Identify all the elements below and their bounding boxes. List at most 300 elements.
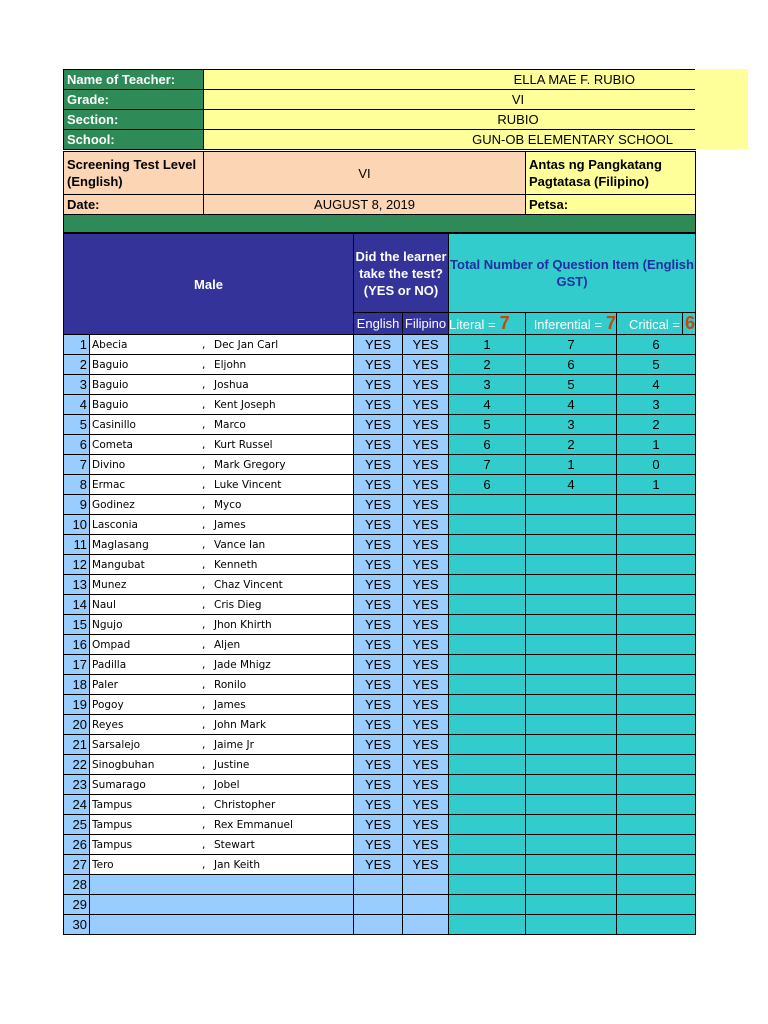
last-name: Abecia <box>92 338 128 351</box>
english-taken-cell[interactable]: YES <box>354 675 403 695</box>
table-row <box>64 455 696 475</box>
critical-score-cell[interactable] <box>617 495 696 515</box>
literal-score-cell[interactable] <box>449 615 526 635</box>
literal-score-cell[interactable] <box>449 835 526 855</box>
inferential-score-cell[interactable] <box>526 895 617 915</box>
table-row <box>64 375 696 395</box>
table-row <box>64 755 696 775</box>
critical-score-cell[interactable] <box>617 735 696 755</box>
inferential-score-cell[interactable] <box>526 815 617 835</box>
literal-score-cell[interactable] <box>449 575 526 595</box>
screening-value[interactable]: VI <box>203 151 526 195</box>
english-col-header: English <box>354 313 403 335</box>
grade-label: Grade: <box>63 89 204 110</box>
filipino-taken-cell[interactable]: YES <box>403 475 449 495</box>
last-name: Tampus <box>92 838 133 851</box>
literal-score-cell[interactable] <box>449 895 526 915</box>
english-taken-cell[interactable]: YES <box>354 335 403 355</box>
filipino-taken-cell[interactable]: YES <box>403 335 449 355</box>
english-taken-cell[interactable]: YES <box>354 495 403 515</box>
filipino-taken-cell[interactable]: YES <box>403 795 449 815</box>
inferential-score-cell[interactable] <box>526 875 617 895</box>
inferential-score-cell[interactable] <box>526 675 617 695</box>
filipino-taken-cell[interactable]: YES <box>403 835 449 855</box>
literal-score-cell[interactable]: 6 <box>449 475 526 495</box>
row-number: 13 <box>64 575 90 595</box>
critical-score-cell[interactable] <box>617 855 696 875</box>
last-name: Divino <box>92 458 126 471</box>
last-name: Cometa <box>92 438 133 451</box>
school-label: School: <box>63 129 204 150</box>
name-separator: , <box>202 618 206 631</box>
row-number: 19 <box>64 695 90 715</box>
last-name: Godinez <box>92 498 135 511</box>
literal-score-cell[interactable] <box>449 635 526 655</box>
table-row <box>64 675 696 695</box>
inferential-score-cell[interactable]: 6 <box>526 355 617 375</box>
english-taken-cell[interactable]: YES <box>354 695 403 715</box>
filipino-col-header: Filipino <box>403 313 449 335</box>
filipino-taken-cell[interactable]: YES <box>403 715 449 735</box>
literal-score-cell[interactable]: 1 <box>449 335 526 355</box>
last-name: Ermac <box>92 478 126 491</box>
table-row <box>64 515 696 535</box>
english-taken-cell[interactable]: YES <box>354 555 403 575</box>
student-table <box>63 233 696 935</box>
critical-score-cell[interactable]: 4 <box>617 375 696 395</box>
name-separator: , <box>202 338 206 351</box>
last-name: Baguio <box>92 398 129 411</box>
first-name: Kurt Russel <box>214 438 273 451</box>
last-name: Munez <box>92 578 127 591</box>
literal-score-cell[interactable] <box>449 915 526 935</box>
inferential-score-cell[interactable] <box>526 775 617 795</box>
first-name: Myco <box>214 498 242 511</box>
last-name: Lasconia <box>92 518 138 531</box>
learner-name-cell[interactable] <box>90 875 354 895</box>
learner-name-cell[interactable] <box>90 915 354 935</box>
learner-name-cell[interactable] <box>90 375 354 395</box>
school-value[interactable]: GUN-OB ELEMENTARY SCHOOL <box>203 129 696 150</box>
row-number: 28 <box>64 875 90 895</box>
date-value[interactable]: AUGUST 8, 2019 <box>203 194 526 215</box>
table-row <box>64 795 696 815</box>
literal-score-cell[interactable]: 4 <box>449 395 526 415</box>
literal-score-cell[interactable] <box>449 515 526 535</box>
row-number: 22 <box>64 755 90 775</box>
table-row <box>64 655 696 675</box>
learner-name-cell[interactable] <box>90 495 354 515</box>
critical-score-cell[interactable]: 5 <box>617 355 696 375</box>
last-name: Tampus <box>92 818 133 831</box>
filipino-taken-cell[interactable]: YES <box>403 455 449 475</box>
filipino-taken-cell[interactable]: YES <box>403 755 449 775</box>
literal-score-cell[interactable] <box>449 535 526 555</box>
take-test-header: Did the learner take the test? (YES or NO) <box>354 234 449 313</box>
critical-score-cell[interactable] <box>617 775 696 795</box>
learner-name-cell[interactable] <box>90 575 354 595</box>
last-name: Maglasang <box>92 538 149 551</box>
literal-label: Literal = <box>449 317 496 332</box>
inferential-score-cell[interactable] <box>526 735 617 755</box>
row-number: 3 <box>64 375 90 395</box>
filipino-taken-cell[interactable]: YES <box>403 735 449 755</box>
english-taken-cell[interactable] <box>354 895 403 915</box>
table-row <box>64 415 696 435</box>
english-taken-cell[interactable]: YES <box>354 415 403 435</box>
critical-score-cell[interactable]: 1 <box>617 475 696 495</box>
antas-label: Antas ng Pangkatang Pagtatasa (Filipino) <box>525 151 696 195</box>
english-taken-cell[interactable]: YES <box>354 395 403 415</box>
critical-score-cell[interactable] <box>617 815 696 835</box>
inferential-score-cell[interactable] <box>526 915 617 935</box>
learner-name-cell[interactable] <box>90 535 354 555</box>
learner-name-cell[interactable] <box>90 755 354 775</box>
literal-score-cell[interactable] <box>449 795 526 815</box>
english-taken-cell[interactable] <box>354 875 403 895</box>
literal-score-cell[interactable] <box>449 755 526 775</box>
yellow-fill <box>695 89 748 109</box>
learner-name-cell[interactable] <box>90 895 354 915</box>
critical-col-header <box>617 313 696 335</box>
critical-score-cell[interactable] <box>617 555 696 575</box>
english-taken-cell[interactable]: YES <box>354 595 403 615</box>
inferential-score-cell[interactable]: 5 <box>526 375 617 395</box>
literal-score-cell[interactable] <box>449 815 526 835</box>
critical-score-cell[interactable] <box>617 595 696 615</box>
table-row <box>64 835 696 855</box>
filipino-taken-cell[interactable]: YES <box>403 595 449 615</box>
inferential-score-cell[interactable] <box>526 595 617 615</box>
literal-score-cell[interactable]: 6 <box>449 435 526 455</box>
row-number: 10 <box>64 515 90 535</box>
english-taken-cell[interactable]: YES <box>354 715 403 735</box>
filipino-taken-cell[interactable]: YES <box>403 355 449 375</box>
critical-score-cell[interactable] <box>617 835 696 855</box>
critical-score-cell[interactable] <box>617 895 696 915</box>
critical-score-cell[interactable] <box>617 615 696 635</box>
table-row <box>64 715 696 735</box>
learner-name-cell[interactable] <box>90 655 354 675</box>
literal-score-cell[interactable] <box>449 715 526 735</box>
filipino-taken-cell[interactable]: YES <box>403 855 449 875</box>
row-number: 15 <box>64 615 90 635</box>
first-name: Kent Joseph <box>214 398 276 411</box>
first-name: Kenneth <box>214 558 258 571</box>
inferential-score-cell[interactable] <box>526 655 617 675</box>
critical-score-cell[interactable] <box>617 695 696 715</box>
english-taken-cell[interactable]: YES <box>354 615 403 635</box>
inferential-score-cell[interactable] <box>526 855 617 875</box>
literal-score-cell[interactable] <box>449 595 526 615</box>
row-number: 5 <box>64 415 90 435</box>
learner-name-cell[interactable] <box>90 455 354 475</box>
inferential-score-cell[interactable] <box>526 795 617 815</box>
table-row <box>64 775 696 795</box>
critical-score-cell[interactable]: 2 <box>617 415 696 435</box>
table-row <box>64 635 696 655</box>
filipino-taken-cell[interactable]: YES <box>403 415 449 435</box>
learner-name-cell[interactable] <box>90 855 354 875</box>
critical-score-cell[interactable] <box>617 515 696 535</box>
learner-name-cell[interactable] <box>90 815 354 835</box>
last-name: Naul <box>92 598 116 611</box>
critical-score-cell[interactable] <box>617 535 696 555</box>
learner-name-cell[interactable] <box>90 715 354 735</box>
name-separator: , <box>202 838 206 851</box>
last-name: Casinillo <box>92 418 136 431</box>
literal-score-cell[interactable] <box>449 735 526 755</box>
teacher-value[interactable]: ELLA MAE F. RUBIO <box>203 69 696 90</box>
row-number: 29 <box>64 895 90 915</box>
name-separator: , <box>202 698 206 711</box>
row-number: 17 <box>64 655 90 675</box>
inferential-score-cell[interactable]: 3 <box>526 415 617 435</box>
row-number: 12 <box>64 555 90 575</box>
table-row <box>64 895 696 915</box>
english-taken-cell[interactable]: YES <box>354 575 403 595</box>
filipino-taken-cell[interactable] <box>403 895 449 915</box>
teacher-label: Name of Teacher: <box>63 69 204 90</box>
name-separator: , <box>202 418 206 431</box>
learner-name-cell[interactable] <box>90 695 354 715</box>
inferential-score-cell[interactable] <box>526 835 617 855</box>
learner-name-cell[interactable] <box>90 635 354 655</box>
inferential-score-cell[interactable] <box>526 615 617 635</box>
english-taken-cell[interactable]: YES <box>354 375 403 395</box>
inferential-score-cell[interactable] <box>526 555 617 575</box>
name-separator: , <box>202 798 206 811</box>
english-taken-cell[interactable]: YES <box>354 835 403 855</box>
filipino-taken-cell[interactable]: YES <box>403 695 449 715</box>
filipino-taken-cell[interactable] <box>403 915 449 935</box>
literal-score-cell[interactable] <box>449 495 526 515</box>
name-separator: , <box>202 378 206 391</box>
learner-name-cell[interactable] <box>90 415 354 435</box>
table-row <box>64 875 696 895</box>
learner-name-cell[interactable] <box>90 615 354 635</box>
last-name: Paler <box>92 678 118 691</box>
inferential-score-cell[interactable] <box>526 535 617 555</box>
name-separator: , <box>202 658 206 671</box>
learner-name-cell[interactable] <box>90 475 354 495</box>
name-separator: , <box>202 358 206 371</box>
table-row <box>64 915 696 935</box>
literal-score-cell[interactable] <box>449 875 526 895</box>
yellow-fill <box>695 129 748 149</box>
yellow-fill <box>695 109 748 129</box>
table-row <box>64 615 696 635</box>
english-taken-cell[interactable]: YES <box>354 735 403 755</box>
literal-score-cell[interactable] <box>449 695 526 715</box>
first-name: Mark Gregory <box>214 458 286 471</box>
english-taken-cell[interactable]: YES <box>354 455 403 475</box>
critical-score-cell[interactable]: 6 <box>617 335 696 355</box>
table-row <box>64 495 696 515</box>
last-name: Pogoy <box>92 698 124 711</box>
english-taken-cell[interactable]: YES <box>354 755 403 775</box>
inferential-score-cell[interactable]: 1 <box>526 455 617 475</box>
critical-label: Critical = <box>629 317 680 332</box>
date-label: Date: <box>63 194 204 215</box>
row-number: 20 <box>64 715 90 735</box>
literal-score-cell[interactable] <box>449 555 526 575</box>
learner-name-cell[interactable] <box>90 835 354 855</box>
inferential-label: Inferential = <box>533 317 602 332</box>
english-taken-cell[interactable]: YES <box>354 435 403 455</box>
literal-score-cell[interactable] <box>449 675 526 695</box>
english-taken-cell[interactable]: YES <box>354 515 403 535</box>
inferential-score-cell[interactable]: 4 <box>526 475 617 495</box>
english-taken-cell[interactable]: YES <box>354 355 403 375</box>
name-separator: , <box>202 478 206 491</box>
yellow-fill <box>695 69 748 89</box>
english-taken-cell[interactable]: YES <box>354 535 403 555</box>
first-name: Luke Vincent <box>214 478 282 491</box>
name-separator: , <box>202 718 206 731</box>
last-name: Tampus <box>92 798 133 811</box>
critical-score-cell[interactable]: 0 <box>617 455 696 475</box>
last-name: Ngujo <box>92 618 123 631</box>
filipino-taken-cell[interactable]: YES <box>403 395 449 415</box>
literal-col-header <box>449 313 526 335</box>
learner-name-cell[interactable] <box>90 735 354 755</box>
english-taken-cell[interactable]: YES <box>354 635 403 655</box>
row-number: 7 <box>64 455 90 475</box>
literal-score-cell[interactable]: 7 <box>449 455 526 475</box>
total-items-header: Total Number of Question Item (English GST) <box>449 234 696 313</box>
critical-score-cell[interactable]: 3 <box>617 395 696 415</box>
first-name: Stewart <box>214 838 255 851</box>
name-separator: , <box>202 538 206 551</box>
first-name: Eljohn <box>214 358 247 371</box>
critical-score-cell[interactable] <box>617 675 696 695</box>
first-name: James <box>214 518 246 531</box>
table-row <box>64 555 696 575</box>
first-name: Justine <box>214 758 250 771</box>
last-name: Tero <box>92 858 114 871</box>
last-name: Sinogbuhan <box>92 758 155 771</box>
inferential-score-cell[interactable]: 2 <box>526 435 617 455</box>
english-taken-cell[interactable]: YES <box>354 775 403 795</box>
literal-score-cell[interactable]: 2 <box>449 355 526 375</box>
first-name: Jobel <box>214 778 240 791</box>
filipino-taken-cell[interactable]: YES <box>403 435 449 455</box>
english-taken-cell[interactable]: YES <box>354 475 403 495</box>
section-value[interactable]: RUBIO <box>203 109 696 130</box>
first-name: Chaz Vincent <box>214 578 283 591</box>
row-number: 25 <box>64 815 90 835</box>
english-taken-cell[interactable]: YES <box>354 855 403 875</box>
row-number: 9 <box>64 495 90 515</box>
critical-score-cell[interactable] <box>617 755 696 775</box>
first-name: Cris Dieg <box>214 598 262 611</box>
row-number: 14 <box>64 595 90 615</box>
literal-score-cell[interactable] <box>449 655 526 675</box>
filipino-taken-cell[interactable]: YES <box>403 535 449 555</box>
critical-score-cell[interactable] <box>617 575 696 595</box>
critical-value: 6 <box>682 313 695 334</box>
filipino-taken-cell[interactable]: YES <box>403 375 449 395</box>
critical-score-cell[interactable] <box>617 915 696 935</box>
row-number: 8 <box>64 475 90 495</box>
table-row <box>64 355 696 375</box>
inferential-score-cell[interactable] <box>526 715 617 735</box>
section-label: Section: <box>63 109 204 130</box>
filipino-taken-cell[interactable] <box>403 875 449 895</box>
critical-score-cell[interactable] <box>617 795 696 815</box>
learner-name-cell[interactable] <box>90 335 354 355</box>
critical-score-cell[interactable] <box>617 635 696 655</box>
english-taken-cell[interactable] <box>354 915 403 935</box>
name-separator: , <box>202 778 206 791</box>
first-name: Jan Keith <box>214 858 261 871</box>
name-separator: , <box>202 498 206 511</box>
filipino-taken-cell[interactable]: YES <box>403 495 449 515</box>
row-number: 27 <box>64 855 90 875</box>
inferential-score-cell[interactable]: 7 <box>526 335 617 355</box>
table-row <box>64 595 696 615</box>
learner-name-cell[interactable] <box>90 795 354 815</box>
literal-score-cell[interactable]: 3 <box>449 375 526 395</box>
literal-score-cell[interactable] <box>449 855 526 875</box>
male-header: Male <box>64 234 354 335</box>
learner-name-cell[interactable] <box>90 515 354 535</box>
learner-name-cell[interactable] <box>90 395 354 415</box>
critical-score-cell[interactable] <box>617 715 696 735</box>
inferential-score-cell[interactable] <box>526 695 617 715</box>
learner-name-cell[interactable] <box>90 355 354 375</box>
table-row <box>64 735 696 755</box>
filipino-taken-cell[interactable]: YES <box>403 615 449 635</box>
english-taken-cell[interactable]: YES <box>354 795 403 815</box>
filipino-taken-cell[interactable]: YES <box>403 635 449 655</box>
name-separator: , <box>202 858 206 871</box>
english-taken-cell[interactable]: YES <box>354 815 403 835</box>
filipino-taken-cell[interactable]: YES <box>403 515 449 535</box>
filipino-taken-cell[interactable]: YES <box>403 815 449 835</box>
critical-score-cell[interactable] <box>617 655 696 675</box>
first-name: Rex Emmanuel <box>214 818 293 831</box>
first-name: Dec Jan Carl <box>214 338 279 351</box>
filipino-taken-cell[interactable]: YES <box>403 555 449 575</box>
row-number: 26 <box>64 835 90 855</box>
filipino-taken-cell[interactable]: YES <box>403 655 449 675</box>
name-separator: , <box>202 578 206 591</box>
filipino-taken-cell[interactable]: YES <box>403 775 449 795</box>
inferential-score-cell[interactable] <box>526 575 617 595</box>
inferential-score-cell[interactable] <box>526 755 617 775</box>
learner-name-cell[interactable] <box>90 435 354 455</box>
learner-name-cell[interactable] <box>90 595 354 615</box>
learner-name-cell[interactable] <box>90 555 354 575</box>
literal-score-cell[interactable]: 5 <box>449 415 526 435</box>
literal-score-cell[interactable] <box>449 775 526 795</box>
inferential-score-cell[interactable] <box>526 635 617 655</box>
grade-value[interactable]: VI <box>203 89 696 110</box>
learner-name-cell[interactable] <box>90 775 354 795</box>
critical-score-cell[interactable] <box>617 875 696 895</box>
filipino-taken-cell[interactable]: YES <box>403 675 449 695</box>
inferential-score-cell[interactable]: 4 <box>526 395 617 415</box>
name-separator: , <box>202 678 206 691</box>
filipino-taken-cell[interactable]: YES <box>403 575 449 595</box>
inferential-score-cell[interactable] <box>526 515 617 535</box>
english-taken-cell[interactable]: YES <box>354 655 403 675</box>
critical-score-cell[interactable]: 1 <box>617 435 696 455</box>
learner-name-cell[interactable] <box>90 675 354 695</box>
inferential-score-cell[interactable] <box>526 495 617 515</box>
